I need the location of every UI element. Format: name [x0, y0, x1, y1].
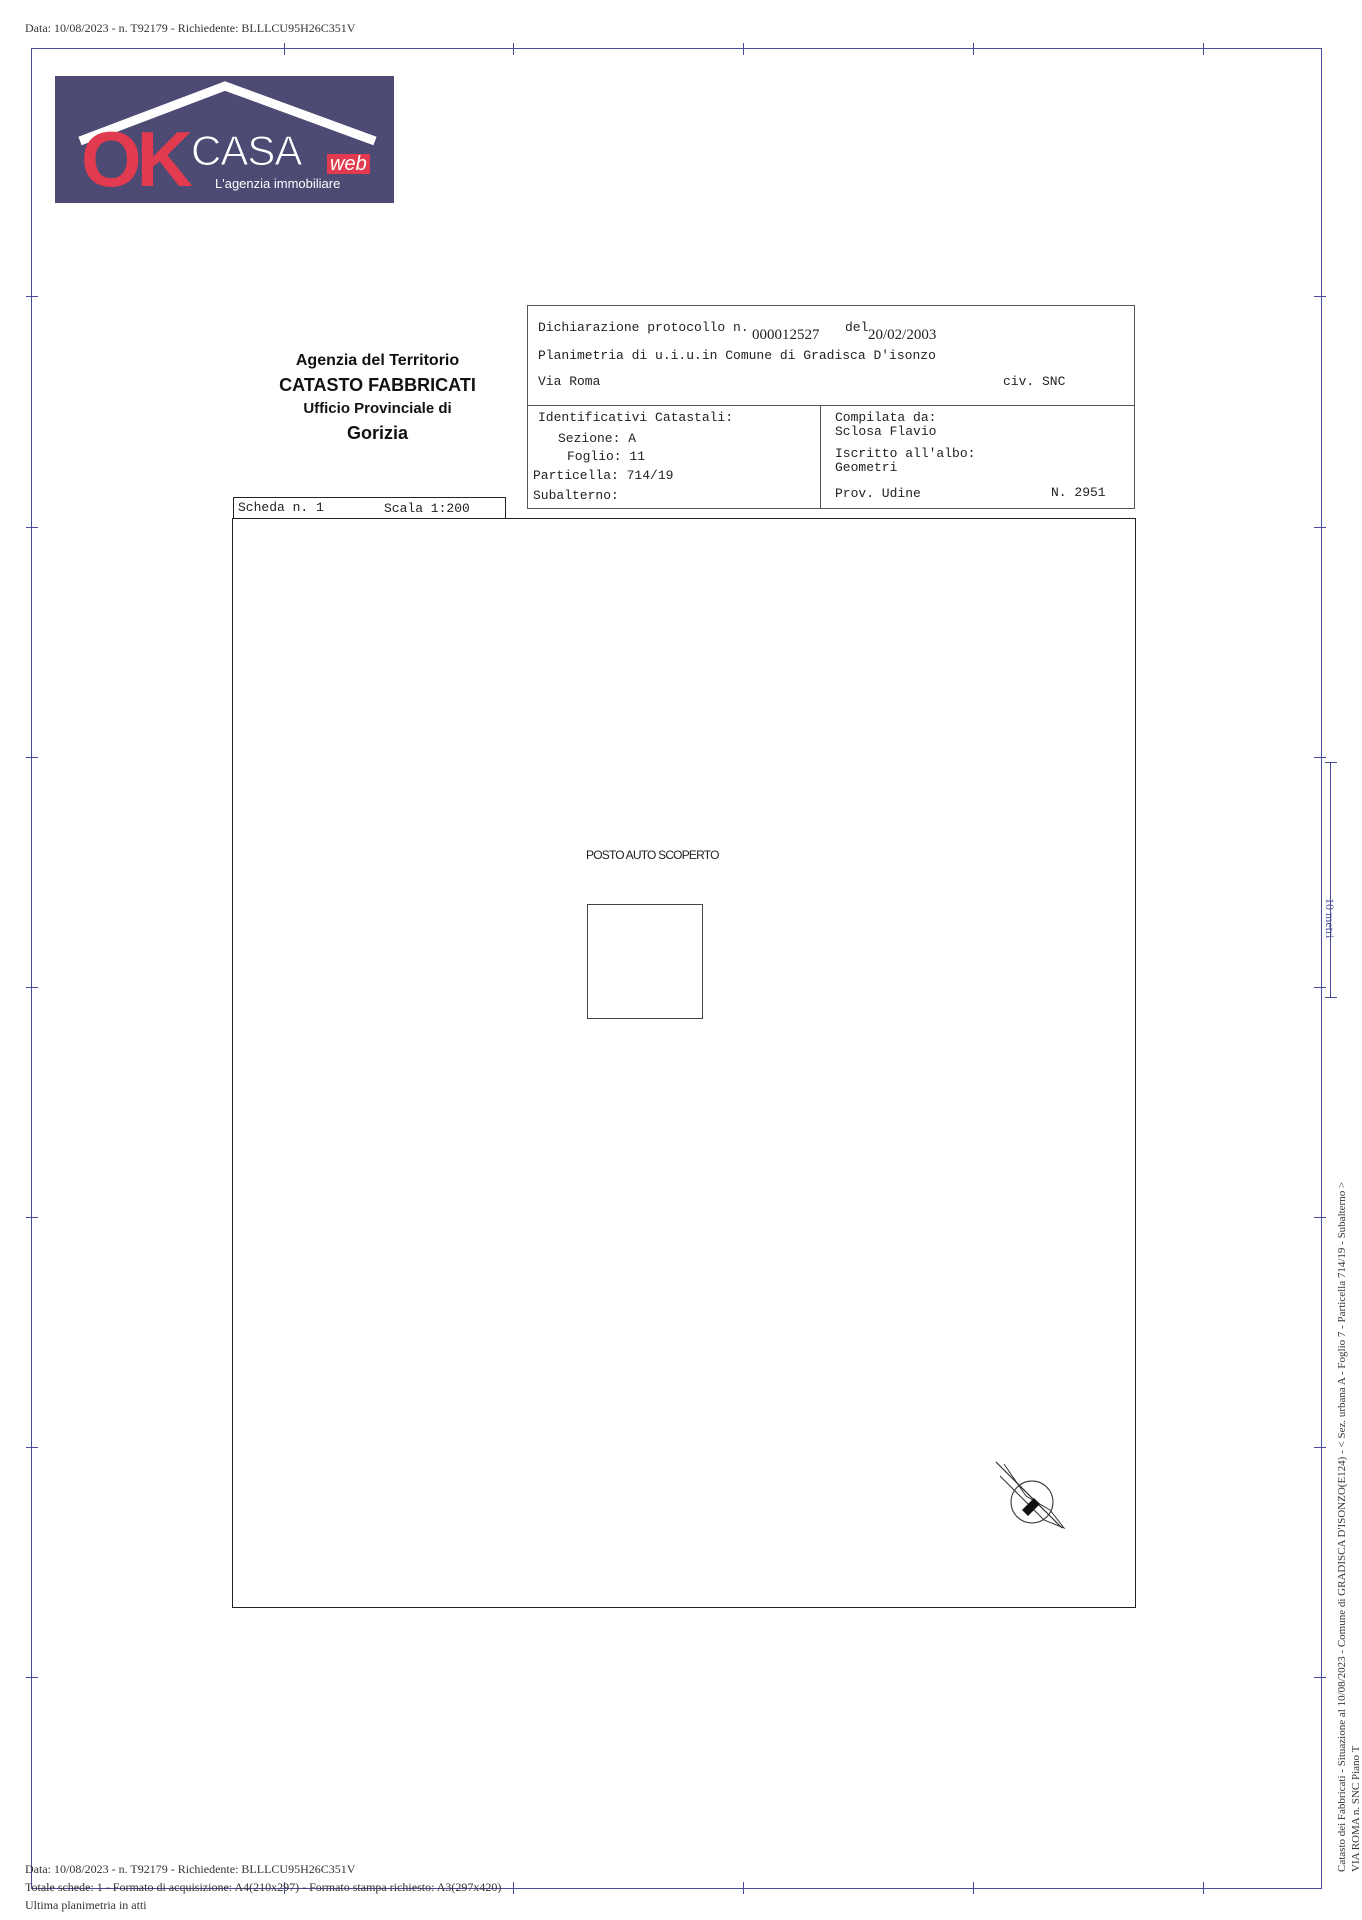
scale-bar	[1330, 762, 1331, 997]
ufficio-label: Ufficio Provinciale di	[303, 400, 452, 417]
frame-tick	[513, 43, 514, 55]
plan-label: POSTO AUTO SCOPERTO	[586, 848, 719, 862]
side-meta-line2: VIA ROMA n. SNC Piano T	[1350, 1745, 1362, 1872]
frame-tick	[1314, 296, 1326, 297]
address-text: Via Roma	[538, 374, 601, 389]
compilata-name: Sclosa Flavio	[835, 424, 937, 439]
frame-tick	[513, 1882, 514, 1894]
del-label: del	[845, 320, 869, 335]
north-arrow-icon	[990, 1458, 1070, 1538]
frame-tick	[743, 43, 744, 55]
okcasa-logo	[55, 76, 394, 203]
catasto-title: CATASTO FABBRICATI	[279, 375, 476, 395]
frame-tick	[26, 296, 38, 297]
particella-text: Particella: 714/19	[533, 468, 674, 483]
frame-tick	[284, 43, 285, 55]
frame-tick	[1314, 1447, 1326, 1448]
frame-tick	[26, 987, 38, 988]
parking-space	[587, 904, 703, 1019]
logo-ok-text: OK	[81, 115, 188, 203]
frame-tick	[1314, 1677, 1326, 1678]
footer-line3: Ultima planimetria in atti	[25, 1898, 147, 1912]
frame-tick	[973, 1882, 974, 1894]
footer	[25, 1860, 501, 1914]
agency-block	[260, 350, 495, 446]
scale-bar-tick	[1325, 762, 1337, 763]
agency-name: Agenzia del Territorio	[295, 352, 460, 369]
prov-text: Prov. Udine	[835, 486, 921, 501]
frame-tick	[1314, 987, 1326, 988]
frame-tick	[1314, 757, 1326, 758]
frame-tick	[1203, 1882, 1204, 1894]
compiler-box	[820, 405, 1135, 509]
logo-web-text: web	[327, 154, 370, 174]
footer-line2: Totale schede: 1 - Formato di acquisizione: A4(210x297) - Formato stampa richiesto: A3(297x420)	[25, 1880, 502, 1894]
frame-tick	[1203, 43, 1204, 55]
scale-bar-label: 10 metri	[1323, 898, 1337, 939]
frame-tick	[743, 1882, 744, 1894]
compilata-label: Compilata da:	[835, 410, 937, 425]
identifiers-title: Identificativi Catastali:	[538, 410, 734, 425]
frame-tick	[26, 1677, 38, 1678]
declaration-date: 20/02/2003	[868, 327, 937, 343]
frame-tick	[26, 1447, 38, 1448]
iscritto-value: Geometri	[835, 460, 898, 475]
side-meta-line1: Catasto dei Fabbricati - Situazione al 10/08/2023 - Comune di GRADISCA D'ISONZO(E124) - < Sez. urbana A - Foglio 7 - Particella 714/19 - Subalterno >	[1336, 1181, 1348, 1872]
identifiers-box	[527, 405, 821, 509]
frame-tick	[26, 527, 38, 528]
frame-tick	[1314, 527, 1326, 528]
civic-text: civ. SNC	[1003, 374, 1066, 389]
plan-area	[232, 518, 1136, 1608]
frame-tick	[973, 43, 974, 55]
frame-tick	[1314, 1217, 1326, 1218]
footer-line1: Data: 10/08/2023 - n. T92179 - Richiedente: BLLLCU95H26C351V	[25, 1862, 356, 1876]
logo-casa-text: CASA	[191, 127, 302, 174]
frame-tick	[26, 757, 38, 758]
scala-text: Scala 1:200	[384, 501, 470, 516]
header-meta: Data: 10/08/2023 - n. T92179 - Richiedente: BLLLCU95H26C351V	[25, 21, 356, 35]
subalterno-text: Subalterno:	[533, 488, 619, 503]
frame-tick	[26, 1217, 38, 1218]
iscritto-label: Iscritto all'albo:	[835, 446, 976, 461]
foglio-text: Foglio: 11	[567, 449, 646, 464]
provincia-name: Gorizia	[346, 423, 408, 443]
scheda-text: Scheda n. 1	[238, 500, 324, 515]
scale-bar-tick	[1325, 997, 1337, 998]
planimetria-text: Planimetria di u.i.u.in Comune di Gradisca D'isonzo	[538, 348, 936, 363]
protocol-number: 000012527	[752, 327, 820, 343]
scheda-box	[233, 497, 506, 519]
protocol-label: Dichiarazione protocollo n.	[538, 320, 749, 335]
declaration-box	[527, 305, 1135, 406]
logo-tagline: L'agenzia immobiliare	[215, 176, 341, 191]
sezione-text: Sezione: A	[558, 431, 637, 446]
albo-number: N. 2951	[1051, 485, 1106, 500]
